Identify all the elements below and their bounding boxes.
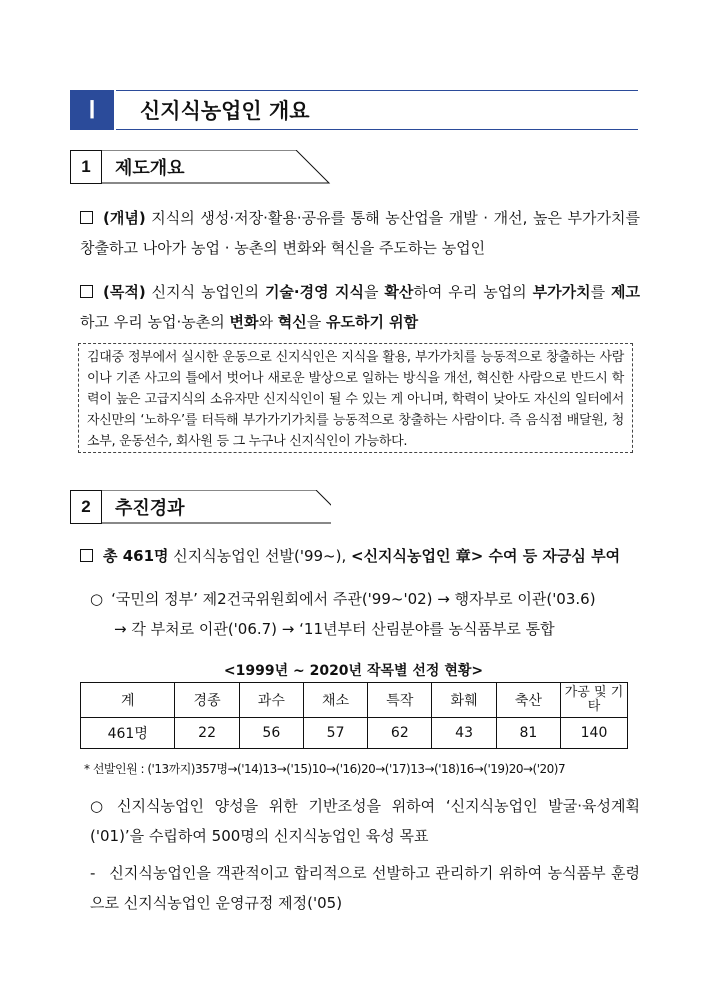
- purpose-paragraph: [80, 277, 640, 337]
- purpose-emphasis: 확산: [384, 283, 414, 301]
- table-header: 경종: [175, 683, 239, 718]
- checkbox-bullet-icon: [80, 549, 93, 562]
- chapter-number: Ⅰ: [70, 90, 114, 130]
- chapter-title: 신지식농업인 개요: [140, 99, 310, 123]
- history-total: 총 461명: [103, 547, 169, 565]
- table-cell: 22: [175, 718, 239, 749]
- chapter-rule-bottom: [116, 129, 638, 130]
- concept-text: 지식의 생성·저장·활용·공유를 통해 농산업을 개발 · 개선, 높은 부가가치를 창출하고 나아가 농업 · 농촌의 변화와 혁신을 주도하는 농업인: [80, 209, 640, 257]
- purpose-emphasis: 유도하기 위함: [325, 313, 419, 331]
- table-title: <1999년 ~ 2020년 작목별 선정 현황>: [223, 663, 484, 679]
- chapter-rule-top: [116, 90, 638, 91]
- table-header: 가공 및 기타: [561, 683, 628, 718]
- section-1-header: [70, 150, 330, 184]
- table-header-row: [81, 683, 628, 718]
- purpose-text: 을: [363, 283, 385, 301]
- table-cell: 140: [561, 718, 628, 749]
- table-header: 채소: [303, 683, 367, 718]
- dash-bullet-icon: -: [90, 864, 96, 882]
- selection-footnote: * 선발인원 : ('13까지)357명→('14)13→('15)10→('16)20→('17)13→('18)16→('19)20→('20)7: [84, 762, 566, 776]
- table-cell: 57: [303, 718, 367, 749]
- table-header: 특작: [368, 683, 432, 718]
- table-header: 축산: [496, 683, 560, 718]
- purpose-emphasis: 부가가치: [532, 283, 591, 301]
- regulation-text: 신지식농업인을 객관적이고 합리적으로 선발하고 관리하기 위하여 농식품부 훈령으로 신지식농업인 운영규정 제정('05): [90, 864, 640, 912]
- selection-table: [80, 682, 628, 749]
- concept-paragraph: [80, 203, 640, 263]
- section-2-header: [70, 490, 330, 524]
- purpose-emphasis: 변화: [229, 313, 259, 331]
- purpose-text: 을: [306, 313, 326, 331]
- table-cell: 43: [432, 718, 496, 749]
- transfer-line-1: ‘국민의 정부’ 제2건국위원회에서 주관('99~'02) → 행자부로 이관('03.6): [111, 590, 596, 608]
- history-bullet: [80, 541, 640, 571]
- purpose-text: 를: [590, 283, 611, 301]
- purpose-emphasis: 제고: [611, 283, 640, 301]
- section-1-title: 제도개요: [115, 158, 185, 179]
- purpose-text: 와: [258, 313, 278, 331]
- table-cell: 81: [496, 718, 560, 749]
- purpose-text: 하고 우리 농업·농촌의: [80, 313, 230, 331]
- note-box: 김대중 정부에서 실시한 운동으로 신지식인은 지식을 활용, 부가가치를 능동적으로 창출하는 사람이나 기존 사고의 틀에서 벗어나 새로운 발상으로 일하는 방식을 개선, 혁신한 사람으로 반드시 학력이 높은 고급지식의 소유자만 신지식인이 될 수 있는 게 아니며, 학력이 낮아도 자신의 일터에서 자신만의 ‘노하우’를 터득해 부가가기가치를 능동적으로 창출하는 사람이다. 즉 음식점 배달원, 청소부, 운동선수, 회사원 등 그 누구나 신지식인이 가능하다.: [78, 343, 633, 453]
- purpose-text: 하여 우리 농업의: [413, 283, 533, 301]
- table-cell: 62: [368, 718, 432, 749]
- checkbox-bullet-icon: [80, 285, 93, 298]
- regulation-dash-item: [90, 858, 640, 918]
- table-row: [81, 718, 628, 749]
- transfer-line-2: → 각 부처로 이관('06.7) → ‘11년부터 산림분야를 농식품부로 통합: [114, 620, 555, 638]
- circle-bullet-icon: ○: [90, 797, 110, 815]
- section-1-number: 1: [70, 150, 102, 184]
- section-2-title: 추진경과: [115, 498, 185, 519]
- purpose-emphasis: 혁신: [277, 313, 307, 331]
- table-cell: 461명: [81, 718, 175, 749]
- transfer-subbullet: [90, 584, 640, 644]
- foundation-subbullet: [90, 791, 640, 851]
- checkbox-bullet-icon: [80, 211, 93, 224]
- history-text: 신지식농업인 선발('99~),: [168, 547, 351, 565]
- foundation-text: 신지식농업인 양성을 위한 기반조성을 위하여 ‘신지식농업인 발굴·육성계획('01)’을 수립하여 500명의 신지식농업인 육성 목표: [90, 797, 640, 845]
- table-header: 계: [81, 683, 175, 718]
- history-emphasis: <신지식농업인 章> 수여 등 자긍심 부여: [351, 547, 621, 565]
- table-header: 화훼: [432, 683, 496, 718]
- table-header: 과수: [239, 683, 303, 718]
- purpose-text: 신지식 농업인의: [151, 283, 265, 301]
- purpose-emphasis: 기술·경영 지식: [264, 283, 364, 301]
- circle-bullet-icon: ○: [90, 590, 104, 608]
- purpose-label: (목적): [103, 283, 146, 301]
- section-2-number: 2: [70, 490, 102, 524]
- table-cell: 56: [239, 718, 303, 749]
- concept-label: (개념): [103, 209, 146, 227]
